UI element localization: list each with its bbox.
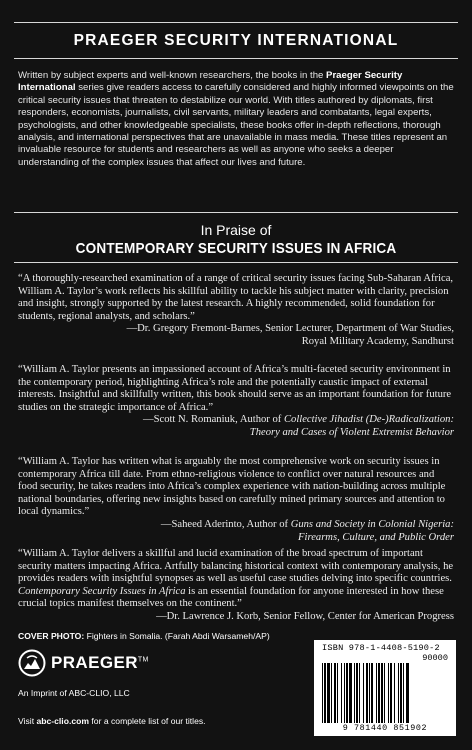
cover-text: Fighters in Somalia. (Farah Abdi Warsameh/AP) — [84, 631, 270, 641]
praise-quote-1 — [18, 273, 454, 349]
logo-wordmark: PRAEGER — [51, 653, 138, 672]
series-name-bold: Praeger Security International — [18, 70, 403, 94]
attr-book-subtitle: Firearms, Culture, and Public Order — [298, 531, 454, 543]
praise-quote-2 — [18, 364, 454, 440]
cover-photo-credit — [18, 631, 270, 641]
praise-quote-3 — [18, 456, 454, 544]
quote-attribution — [18, 519, 454, 532]
quote-attribution — [18, 414, 454, 427]
quote-text — [18, 548, 454, 611]
quote-attribution: —Dr. Lawrence J. Korb, Senior Fellow, Center for American Progress — [156, 610, 454, 622]
quote-text-part: “William A. Taylor delivers a skillful and lucid examination of the broad spectrum of important security matters impacting Africa. Artfully balancing historical context with contemporary analysis, he provides readers with insightful synopses as well as useful case studies delving into specific countries. — [18, 548, 454, 585]
book-title: CONTEMPORARY SECURITY ISSUES IN AFRICA — [75, 241, 397, 257]
visit-suffix: for a complete list of our titles. — [89, 716, 206, 726]
quote-text: “A thoroughly-researched examination of a range of critical security issues facing Sub-Saharan Africa, William A. Taylor’s work reflects his skillful ability to tackle his subject matter with clarity, precision and insight, strongly supported by the latest research. A highly recommended, solid foundation for students, regional analysts, and scholars.” — [18, 273, 454, 322]
cover-label: COVER PHOTO: — [18, 631, 85, 641]
praise-rule-top — [14, 212, 458, 213]
attr-prefix: —Saheed Aderinto, Author of — [160, 518, 291, 530]
website-link[interactable]: abc-clio.com — [36, 716, 90, 726]
attr-book-title: Guns and Society in Colonial Nigeria: — [290, 518, 454, 530]
trademark: TM — [137, 656, 149, 664]
logo-text — [51, 653, 149, 673]
imprint-line: An Imprint of ABC-CLIO, LLC — [18, 688, 130, 698]
ean-digits: 9 781440 851902 — [342, 723, 428, 733]
quote-text: “William A. Taylor presents an impassioned account of Africa’s multi-faceted security environment in the contemporary period, highlighting Africa’s role and the potentially caustic impact of external interests. Insightful and skillfully written, this book should serve as an important foundation for future studies on the strategic importance of Africa.” — [18, 364, 452, 413]
praise-quote-4 — [18, 548, 454, 624]
series-description — [18, 70, 454, 169]
series-desc-text: Written by subject experts and well-known researchers, the books in the — [18, 70, 327, 81]
quote-text-part-cont: is an essential foundation for anyone interested in how these crucial topics manifest themselves on the continent.” — [18, 585, 444, 610]
quote-attribution-cont — [18, 532, 454, 545]
attr-prefix: —Scott N. Romaniuk, Author of — [143, 414, 284, 426]
barcode-icon — [320, 663, 450, 723]
quote-attribution: —Dr. Gregory Fremont-Barnes, Senior Lecturer, Department of War Studies, — [126, 323, 454, 335]
top-rule — [14, 22, 458, 23]
attr-book-subtitle: Theory and Cases of Violent Extremist Behavior — [249, 426, 454, 438]
series-title: PRAEGER SECURITY INTERNATIONAL — [73, 32, 399, 49]
price-code: 90000 — [422, 653, 448, 663]
series-desc-text-cont: series give readers access to carefully considered and highly informed viewpoints on the critical security issues that threaten to destabilize our world. With titles authored by diplomats, first responders, economists, journalists, civil servants, military leaders and combatants, legal experts, psychologists, and other knowledgeable specialists, these books offer in-depth reflections, thorough analysis, and international perspectives that are unavailable in mass media. These titles represent an invaluable resource for students and researchers as well as anyone who seeks a deeper understanding of the complex issues that affect our lives and future. — [18, 82, 454, 168]
praise-rule-bottom — [14, 262, 458, 263]
series-title-rule — [14, 58, 458, 59]
quote-attribution-cont — [18, 427, 454, 440]
visit-line — [18, 716, 206, 726]
attr-book-title: Collective Jihadist (De-)Radicalization: — [283, 414, 454, 426]
quote-text: “William A. Taylor has written what is arguably the most comprehensive work on security issues in contemporary Africa till date. From ethno-religious violence to conflict over natural resources and food security, he takes readers into Africa’s complex experience with nation-building across multiple national boundaries, offering new insights based on carefully mined primary sources and attention to local dynamics.” — [18, 456, 446, 518]
quote-attribution-cont: Royal Military Academy, Sandhurst — [301, 335, 454, 347]
praise-heading: In Praise of — [200, 222, 272, 238]
quote-book-title: Contemporary Security Issues in Africa — [18, 585, 186, 597]
isbn-text: ISBN 978-1-4408-5190-2 — [322, 643, 440, 653]
praeger-logo-icon — [18, 649, 46, 677]
publisher-logo — [18, 649, 149, 677]
barcode-box — [314, 640, 456, 736]
visit-prefix: Visit — [18, 716, 37, 726]
